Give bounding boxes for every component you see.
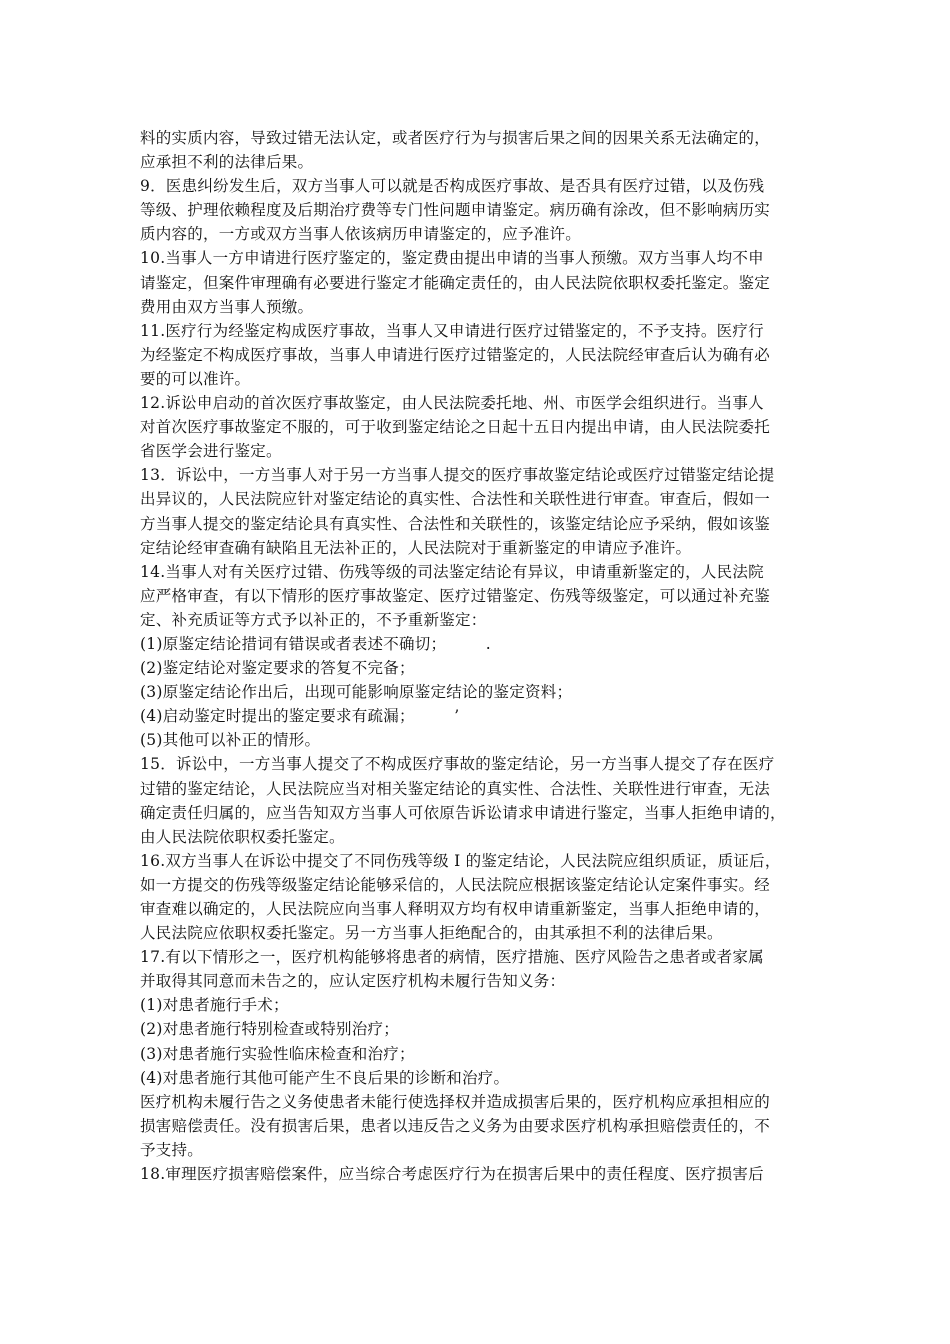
text-line: 14.当事人对有关医疗过错、伤残等级的司法鉴定结论有异议，申请重新鉴定的，人民法院 [140,562,764,581]
text-line: 要的可以准许。 [140,369,251,388]
text-line: 确定责任归属的，应当告知双方当事人可依原告诉讼请求申请进行鉴定，当事人拒绝申请的， [140,803,786,822]
text-line: 由人民法院依职权委托鉴定。 [140,827,345,846]
text-line: (2)对患者施行特别检查或特别治疗； [140,1020,399,1039]
text-line: 方当事人提交的鉴定结论具有真实性、合法性和关联性的，该鉴定结论应予采纳，假如该鉴 [140,514,771,533]
text-line: 医疗机构未履行告之义务使患者未能行使选择权并造成损害后果的，医疗机构应承担相应的 [140,1092,771,1111]
text-line: (4)对患者施行其他可能产生不良后果的诊断和治疗。 [140,1068,510,1087]
text-line: 费用由双方当事人预缴。 [140,297,314,316]
text-line: 应严格审查，有以下情形的医疗事故鉴定、医疗过错鉴定、伤残等级鉴定，可以通过补充鉴 [140,586,771,605]
text-line: (2)鉴定结论对鉴定要求的答复不完备； [140,659,415,678]
text-line: 为经鉴定不构成医疗事故，当事人申请进行医疗过错鉴定的，人民法院经审查后认为确有必 [140,345,771,364]
text-line: 应承担不利的法律后果。 [140,153,314,172]
text-line: (1)对患者施行手术； [140,996,289,1015]
text-line: 质内容的，一方或双方当事人依该病历申请鉴定的，应予准许。 [140,225,582,244]
text-line: 11.医疗行为经鉴定构成医疗事故，当事人又申请进行医疗过错鉴定的，不予支持。医疗行 [140,321,764,340]
text-line: 16.双方当事人在诉讼中提交了不同伤残等级 I 的鉴定结论，人民法院应组织质证，质证后， [140,851,781,870]
text-line: 9．医患纠纷发生后，双方当事人可以就是否构成医疗事故、是否具有医疗过错，以及伤残 [140,177,765,196]
text-line: 出异议的，人民法院应针对鉴定结论的真实性、合法性和关联性进行审查。审查后，假如一 [140,490,771,509]
text-line: 损害赔偿责任。没有损害后果，患者以违反告之义务为由要求医疗机构承担赔偿责任的，不 [140,1116,771,1135]
text-line: 如一方提交的伤残等级鉴定结论能够采信的，人民法院应根据该鉴定结论认定案件事实。经 [140,875,771,894]
text-line: 予支持。 [140,1140,204,1159]
text-line: 定、补充质证等方式予以补正的，不予重新鉴定： [140,610,487,629]
text-line: 10.当事人一方申请进行医疗鉴定的，鉴定费由提出申请的当事人预缴。双方当事人均不申 [140,249,764,268]
text-line: 18.审理医疗损害赔偿案件，应当综合考虑医疗行为在损害后果中的责任程度、医疗损害后 [140,1165,764,1184]
text-line: 人民法院应依职权委托鉴定。另一方当事人拒绝配合的，由其承担不利的法律后果。 [140,924,723,943]
text-line: (1)原鉴定结论措词有错误或者表述不确切； . [140,634,491,653]
text-line: (4)启动鉴定时提出的鉴定要求有疏漏； ’ [140,707,460,726]
text-line: 15．诉讼中，一方当事人提交了不构成医疗事故的鉴定结论，另一方当事人提交了存在医疗 [140,755,775,774]
text-line: 对首次医疗事故鉴定不服的，可于收到鉴定结论之日起十五日内提出申请，由人民法院委托 [140,418,771,437]
text-line: 定结论经审查确有缺陷且无法补正的，人民法院对于重新鉴定的申请应予准许。 [140,538,692,557]
text-line: 13．诉讼中，一方当事人对于另一方当事人提交的医疗事故鉴定结论或医疗过错鉴定结论提 [140,466,775,485]
text-line: (3)对患者施行实验性临床检查和治疗； [140,1044,415,1063]
document-body [140,126,820,1186]
text-line: 过错的鉴定结论，人民法院应当对相关鉴定结论的真实性、合法性、关联性进行审查，无法 [140,779,771,798]
text-line: 审查难以确定的，人民法院应向当事人释明双方均有权申请重新鉴定，当事人拒绝申请的， [140,900,771,918]
text-line: 省医学会进行鉴定。 [140,442,282,461]
text-line: 料的实质内容，导致过错无法认定，或者医疗行为与损害后果之间的因果关系无法确定的， [140,129,771,147]
text-line: (5)其他可以补正的情形。 [140,731,321,750]
text-line: 请鉴定，但案件审理确有必要进行鉴定才能确定责任的，由人民法院依职权委托鉴定。鉴定 [140,273,771,292]
text-line: 12.诉讼申启动的首次医疗事故鉴定，由人民法院委托地、州、市医学会组织进行。当事人 [140,394,764,413]
text-line: 等级、护理依赖程度及后期治疗费等专门性问题申请鉴定。病历确有涂改，但不影响病历实 [140,201,771,220]
text-line: 17.有以下情形之一，医疗机构能够将患者的病情，医疗措施、医疗风险告之患者或者家属 [140,948,764,967]
text-line: 并取得其同意而未告之的，应认定医疗机构未履行告知义务： [140,972,566,991]
text-line: (3)原鉴定结论作出后，出现可能影响原鉴定结论的鉴定资料； [140,683,573,702]
